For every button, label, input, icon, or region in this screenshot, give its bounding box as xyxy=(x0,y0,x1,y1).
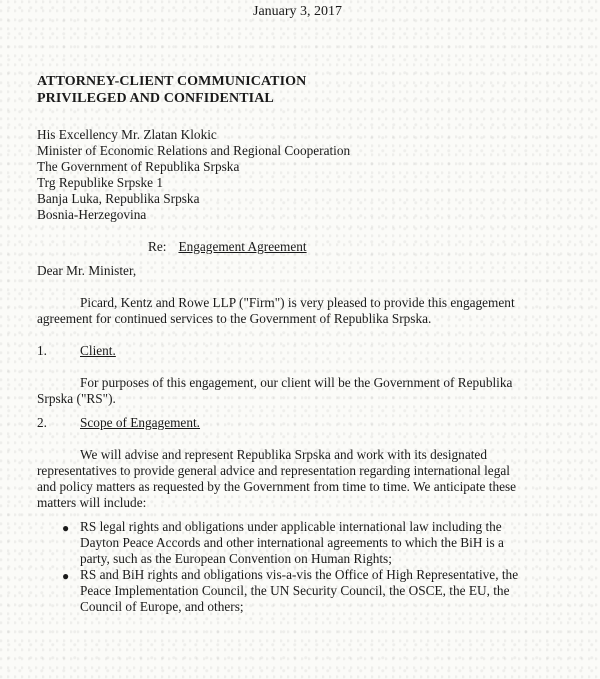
section-heading-scope: Scope of Engagement. xyxy=(80,415,201,430)
section-heading-client: Client. xyxy=(80,343,116,358)
re-subject: Engagement Agreement xyxy=(178,239,307,254)
bullet-line: RS legal rights and obligations under applicable international law including the xyxy=(80,519,502,534)
confidentiality-header-line-1: ATTORNEY-CLIENT COMMUNICATION xyxy=(37,74,307,89)
bullet-line: party, such as the European Convention on Human Rights; xyxy=(80,551,392,566)
section-body-line: representatives to provide general advice and representation regarding international legal xyxy=(37,463,510,478)
address-line: Bosnia-Herzegovina xyxy=(37,207,147,222)
bullet-line: RS and BiH rights and obligations vis-a-vis the Office of High Representative, the xyxy=(80,567,519,582)
section-body-line: For purposes of this engagement, our client will be the Government of Republika xyxy=(80,375,513,390)
bullet-line: Peace Implementation Council, the UN Security Council, the OSCE, the EU, the xyxy=(80,583,510,598)
re-label: Re: xyxy=(148,239,167,254)
bullet-icon: ● xyxy=(62,521,70,535)
address-line: Trg Republike Srpske 1 xyxy=(37,175,163,190)
re-line xyxy=(148,239,307,255)
salutation: Dear Mr. Minister, xyxy=(37,263,137,278)
address-line: Minister of Economic Relations and Regional Cooperation xyxy=(37,143,351,158)
address-line: The Government of Republika Srpska xyxy=(37,159,240,174)
bullet-line: Council of Europe, and others; xyxy=(80,599,244,614)
section-number: 2. xyxy=(37,415,47,430)
letter-date: January 3, 2017 xyxy=(253,4,343,19)
section-body-line: We will advise and represent Republika Srpska and work with its designated xyxy=(80,447,487,462)
bullet-icon: ● xyxy=(62,569,70,583)
section-number: 1. xyxy=(37,343,47,358)
bullet-line: Dayton Peace Accords and other international agreements to which the BiH is a xyxy=(80,535,504,550)
confidentiality-header-line-2: PRIVILEGED AND CONFIDENTIAL xyxy=(37,91,274,106)
section-body-line: and policy matters as requested by the Government from time to time. We anticipate these xyxy=(37,479,517,494)
address-line: His Excellency Mr. Zlatan Klokic xyxy=(37,127,217,142)
intro-line: Picard, Kentz and Rowe LLP ("Firm") is very pleased to provide this engagement xyxy=(80,295,515,310)
section-body-line: Srpska ("RS"). xyxy=(37,391,116,406)
intro-line: agreement for continued services to the Government of Republika Srpska. xyxy=(37,311,432,326)
address-line: Banja Luka, Republika Srpska xyxy=(37,191,200,206)
section-body-line: matters will include: xyxy=(37,495,147,510)
